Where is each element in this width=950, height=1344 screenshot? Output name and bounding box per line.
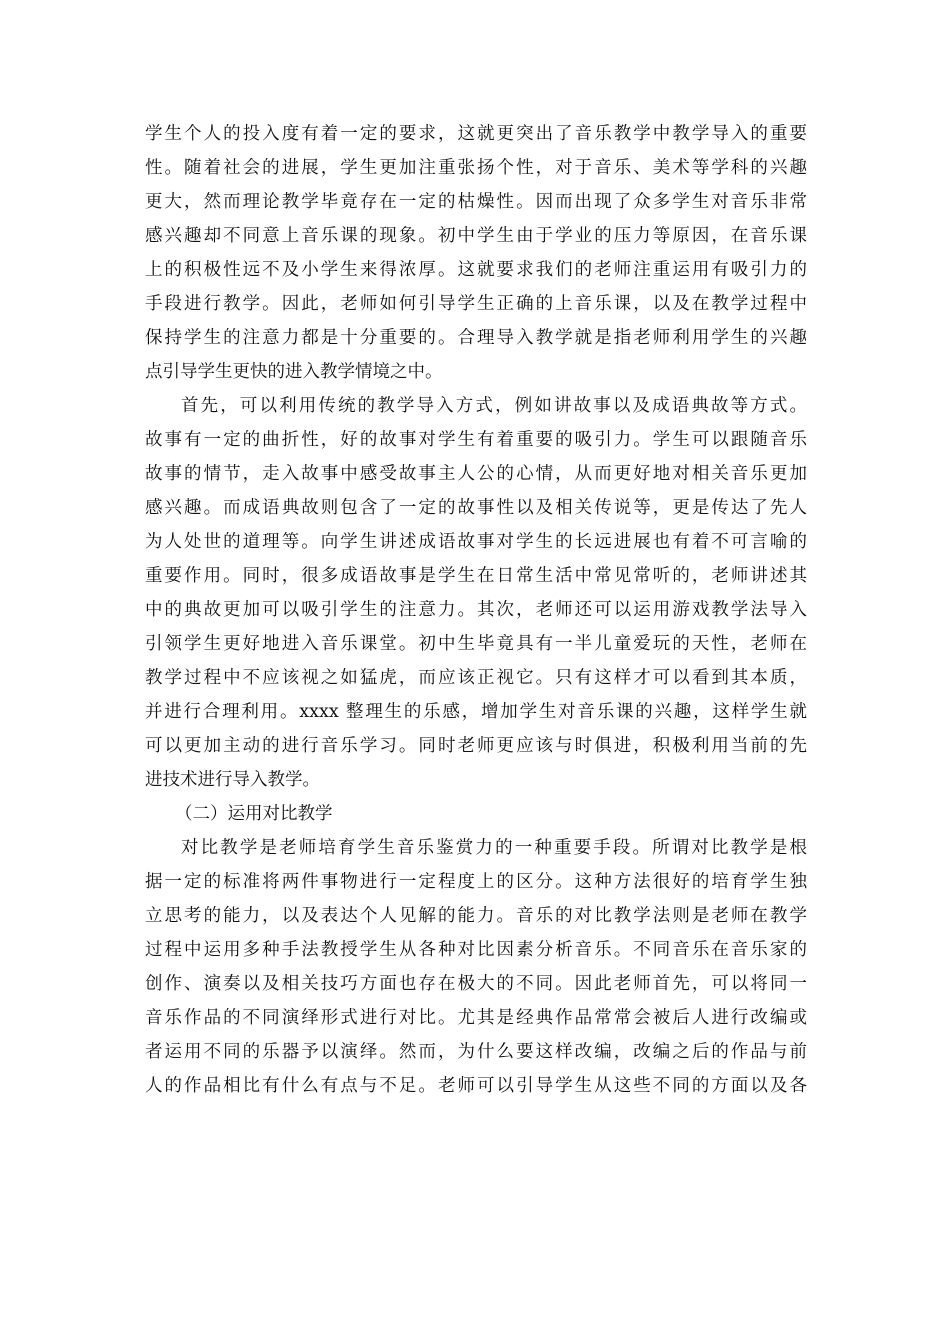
paragraph xyxy=(145,831,807,1103)
text-line: 首先，可以利用传统的教学导入方式，例如讲故事以及成语典故等方式。 xyxy=(181,396,807,416)
text-line: 性。随着社会的进展，学生更加注重张扬个性，对于音乐、美术等学科的兴趣 xyxy=(145,158,807,178)
text-line: 并进行合理利用。xxxx 整理生的乐感，增加学生对音乐课的兴趣，这样学生就 xyxy=(145,702,807,722)
text-line: 音乐作品的不同演绎形式进行对比。尤其是经典作品常常会被后人进行改编或 xyxy=(145,1008,807,1028)
text-line: 感兴趣却不同意上音乐课的现象。初中学生由于学业的压力等原因，在音乐课 xyxy=(145,226,807,246)
section-heading xyxy=(145,797,807,831)
text-line: 重要作用。同时，很多成语故事是学生在日常生活中常见常听的，老师讲述其 xyxy=(145,566,807,586)
text-line: 者运用不同的乐器予以演绎。然而，为什么要这样改编，改编之后的作品与前 xyxy=(145,1042,807,1062)
text-line: 教学过程中不应该视之如猛虎，而应该正视它。只有这样才可以看到其本质， xyxy=(145,668,807,688)
text-line: 更大，然而理论教学毕竟存在一定的枯燥性。因而出现了众多学生对音乐非常 xyxy=(145,192,807,212)
paragraph xyxy=(145,389,807,797)
text-line: 进技术进行导入教学。 xyxy=(145,770,320,790)
heading-text: （二）运用对比教学 xyxy=(175,804,333,824)
text-line: 上的积极性远不及小学生来得浓厚。这就要求我们的老师注重运用有吸引力的 xyxy=(145,260,807,280)
text-line: 点引导学生更快的进入教学情境之中。 xyxy=(145,362,443,382)
text-line: 立思考的能力，以及表达个人见解的能力。音乐的对比教学法则是老师在教学 xyxy=(145,906,807,926)
text-line: 保持学生的注意力都是十分重要的。合理导入教学就是指老师利用学生的兴趣 xyxy=(145,328,807,348)
text-line: 学生个人的投入度有着一定的要求，这就更突出了音乐教学中教学导入的重要 xyxy=(145,124,807,144)
text-line: 故事的情节，走入故事中感受故事主人公的心情，从而更好地对相关音乐更加 xyxy=(145,464,807,484)
text-line: 对比教学是老师培育学生音乐鉴赏力的一种重要手段。所谓对比教学是根 xyxy=(181,838,807,858)
paragraph xyxy=(145,117,807,389)
text-line: 手段进行教学。因此，老师如何引导学生正确的上音乐课，以及在教学过程中 xyxy=(145,294,807,314)
text-line: 可以更加主动的进行音乐学习。同时老师更应该与时俱进，积极利用当前的先 xyxy=(145,736,807,756)
text-line: 故事有一定的曲折性，好的故事对学生有着重要的吸引力。学生可以跟随音乐 xyxy=(145,430,807,450)
text-line: 中的典故更加可以吸引学生的注意力。其次，老师还可以运用游戏教学法导入 xyxy=(145,600,807,620)
text-line: 据一定的标准将两件事物进行一定程度上的区分。这种方法很好的培育学生独 xyxy=(145,872,807,892)
text-line: 感兴趣。而成语典故则包含了一定的故事性以及相关传说等，更是传达了先人 xyxy=(145,498,807,518)
text-line: 人的作品相比有什么有点与不足。老师可以引导学生从这些不同的方面以及各 xyxy=(145,1076,807,1096)
body-text xyxy=(145,117,807,1103)
text-line: 过程中运用多种手法教授学生从各种对比因素分析音乐。不同音乐在音乐家的 xyxy=(145,940,807,960)
text-line: 创作、演奏以及相关技巧方面也存在极大的不同。因此老师首先，可以将同一 xyxy=(145,974,807,994)
text-line: 为人处世的道理等。向学生讲述成语故事对学生的长远进展也有着不可言喻的 xyxy=(145,532,807,552)
text-line: 引领学生更好地进入音乐课堂。初中生毕竟具有一半儿童爱玩的天性，老师在 xyxy=(145,634,807,654)
